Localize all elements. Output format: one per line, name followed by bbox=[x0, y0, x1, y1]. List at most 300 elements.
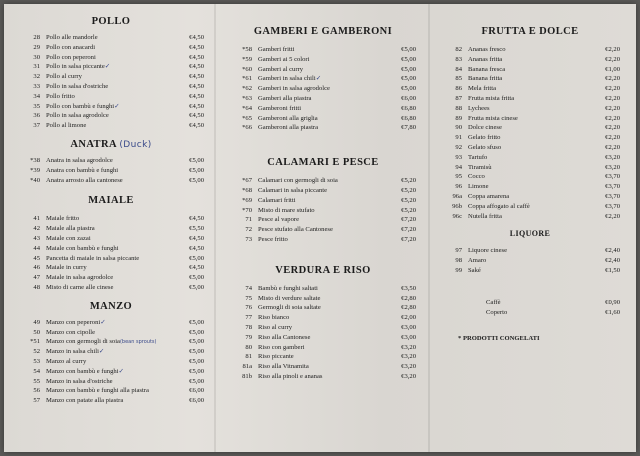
item-number: 53 bbox=[33, 357, 40, 365]
item-number: 71 bbox=[245, 216, 252, 224]
item-number: 34 bbox=[33, 92, 40, 100]
menu-item bbox=[18, 283, 204, 293]
item-name bbox=[258, 114, 388, 124]
menu-item bbox=[440, 246, 620, 256]
item-price: €4,50 bbox=[189, 234, 204, 242]
item-name bbox=[258, 123, 388, 133]
item-number: 79 bbox=[245, 333, 252, 341]
menu-item bbox=[18, 347, 204, 357]
item-price: €2,40 bbox=[605, 257, 620, 265]
item-number: 37 bbox=[33, 122, 40, 130]
item-name bbox=[258, 313, 388, 323]
item-number: 49 bbox=[33, 318, 40, 326]
item-name bbox=[46, 214, 176, 224]
section-title-manzo: MANZO bbox=[89, 300, 133, 312]
menu-item bbox=[18, 111, 204, 121]
item-name-text: Banana fresca bbox=[468, 65, 506, 73]
item-name bbox=[468, 266, 592, 276]
item-price: €5,00 bbox=[189, 357, 204, 365]
menu-item bbox=[440, 212, 620, 222]
section-title-frutta: FRUTTA E DOLCE bbox=[481, 26, 579, 37]
item-price: €2,80 bbox=[401, 294, 416, 302]
item-name bbox=[46, 33, 176, 43]
item-name-text: Gamberi fritti bbox=[258, 46, 295, 53]
item-name bbox=[258, 303, 388, 313]
item-price: €4,50 bbox=[189, 122, 204, 130]
item-number: 50 bbox=[33, 328, 40, 336]
menu-item bbox=[230, 94, 416, 104]
item-name bbox=[46, 102, 176, 112]
item-name-text: Tartufo bbox=[468, 153, 488, 161]
menu-item bbox=[440, 143, 620, 153]
item-number: *38 bbox=[30, 156, 40, 164]
item-number: *61 bbox=[242, 75, 252, 83]
menu-item bbox=[18, 396, 204, 406]
item-number: 85 bbox=[455, 75, 462, 83]
item-number: 31 bbox=[33, 63, 40, 71]
item-number: 93 bbox=[455, 153, 462, 161]
item-price: €2,20 bbox=[605, 134, 620, 142]
item-number: 81 bbox=[245, 353, 252, 361]
item-name-text: Frutta mista fritta bbox=[468, 94, 515, 102]
menu-item bbox=[440, 163, 620, 173]
item-number: 82 bbox=[455, 46, 462, 53]
item-price: €5,00 bbox=[189, 377, 204, 385]
item-name-text: Coppa amarena bbox=[468, 192, 510, 200]
column-right bbox=[440, 26, 620, 342]
menu-item bbox=[230, 65, 416, 75]
item-name bbox=[468, 182, 592, 192]
item-number: 86 bbox=[455, 85, 462, 93]
handwritten-note: (bean sprouts) bbox=[119, 339, 157, 346]
item-price: €4,50 bbox=[189, 215, 204, 223]
item-name bbox=[258, 196, 388, 206]
menu-item bbox=[18, 62, 204, 72]
item-name bbox=[258, 333, 388, 343]
section-title-pollo: POLLO bbox=[91, 16, 131, 27]
item-name bbox=[258, 343, 388, 353]
item-number: 84 bbox=[455, 65, 462, 73]
menu-item bbox=[18, 121, 204, 131]
item-name-text: Manzo al curry bbox=[46, 357, 87, 365]
item-name bbox=[468, 246, 592, 256]
item-price: €3,20 bbox=[605, 163, 620, 171]
menu-item bbox=[18, 328, 204, 338]
item-number: *60 bbox=[242, 65, 252, 73]
item-name-text: Coperto bbox=[486, 308, 508, 316]
item-number: 83 bbox=[455, 55, 462, 63]
item-price: €5,00 bbox=[401, 65, 416, 73]
list-maiale bbox=[18, 214, 204, 292]
item-price: €5,00 bbox=[189, 338, 204, 346]
item-number: 94 bbox=[455, 163, 462, 171]
menu-item bbox=[230, 235, 416, 245]
item-name bbox=[258, 294, 388, 304]
item-name bbox=[46, 72, 176, 82]
column-left bbox=[18, 16, 204, 406]
menu-item bbox=[230, 362, 416, 372]
item-name-text: Gamberoni fritti bbox=[258, 104, 302, 112]
menu-item bbox=[440, 114, 620, 124]
item-name-text: Calamari in salsa piccante bbox=[258, 186, 328, 194]
menu-item bbox=[230, 372, 416, 382]
menu-item bbox=[440, 256, 620, 266]
item-name bbox=[468, 55, 592, 65]
item-price: €5,00 bbox=[189, 254, 204, 262]
item-price: €3,20 bbox=[401, 363, 416, 371]
item-name bbox=[468, 163, 592, 173]
item-name bbox=[46, 283, 176, 293]
item-price: €5,00 bbox=[401, 55, 416, 63]
item-price: €4,50 bbox=[189, 43, 204, 51]
list-manzo bbox=[18, 318, 204, 406]
item-price: €5,00 bbox=[189, 283, 204, 291]
item-name-text: Riso piccante bbox=[258, 353, 294, 361]
item-name bbox=[468, 172, 592, 182]
item-name bbox=[46, 43, 176, 53]
item-name-text: Tiramisù bbox=[468, 163, 492, 171]
menu-item bbox=[18, 386, 204, 396]
item-name bbox=[468, 143, 592, 153]
item-number: 29 bbox=[33, 43, 40, 51]
item-number: 43 bbox=[33, 234, 40, 242]
item-price: €4,50 bbox=[189, 34, 204, 41]
item-name-text: Manzo con germogli di soia bbox=[46, 338, 120, 346]
item-name bbox=[258, 352, 388, 362]
item-price: €4,50 bbox=[189, 244, 204, 252]
item-price: €2,20 bbox=[605, 114, 620, 122]
item-name bbox=[258, 104, 388, 114]
item-name-text: Manzo in salsa d'ostriche bbox=[46, 377, 113, 385]
menu-item bbox=[230, 196, 416, 206]
item-name-text: Banana fritta bbox=[468, 75, 503, 83]
item-name bbox=[468, 123, 592, 133]
menu-item bbox=[18, 367, 204, 377]
item-price: €5,20 bbox=[401, 206, 416, 214]
item-name-text: Anatra con bambù e funghi bbox=[46, 166, 119, 174]
item-name-text: Coppa affogato al caffè bbox=[468, 202, 530, 210]
item-name-text: Manzo con bambù e funghi bbox=[46, 367, 119, 375]
item-name-text: Misto di carne alle cinese bbox=[46, 283, 114, 291]
item-name bbox=[468, 212, 592, 222]
handwritten-check-icon: ✓ bbox=[104, 62, 111, 71]
menu-item bbox=[440, 266, 620, 276]
item-number: *70 bbox=[242, 206, 252, 214]
item-price: €7,20 bbox=[401, 226, 416, 234]
item-name bbox=[468, 256, 592, 266]
list-anatra bbox=[18, 156, 204, 185]
item-name-text: Maiale con bambù e funghi bbox=[46, 244, 119, 252]
item-name-text: Maiale fritto bbox=[46, 215, 80, 223]
item-number: 56 bbox=[33, 387, 40, 395]
item-number: 95 bbox=[455, 173, 462, 181]
item-number: *65 bbox=[242, 114, 252, 122]
item-name bbox=[46, 92, 176, 102]
item-name bbox=[258, 215, 388, 225]
item-price: €2,20 bbox=[605, 55, 620, 63]
item-name bbox=[258, 45, 388, 55]
item-name-text: Gamberi ai 5 colori bbox=[258, 55, 310, 63]
item-name bbox=[468, 65, 592, 75]
item-price: €5,00 bbox=[189, 156, 204, 164]
item-price: €2,20 bbox=[605, 85, 620, 93]
menu-item bbox=[18, 156, 204, 166]
item-name-text: Pollo con bambù e funghi bbox=[46, 102, 115, 110]
item-number: 76 bbox=[245, 304, 252, 312]
menu-item bbox=[18, 72, 204, 82]
item-number: *40 bbox=[30, 176, 40, 184]
item-name-text: Bambù e funghi saltati bbox=[258, 284, 318, 292]
item-number: 96b bbox=[452, 202, 462, 210]
item-name-text: Maiale in salsa agrodolce bbox=[46, 274, 114, 282]
item-price: €4,50 bbox=[189, 92, 204, 100]
item-price: €3,20 bbox=[401, 372, 416, 380]
item-number: 78 bbox=[245, 323, 252, 331]
item-name-text: Liquore cinese bbox=[468, 247, 507, 255]
section-title-verdura: VERDURA E RISO bbox=[275, 264, 371, 276]
item-name-text: Gamberi in salsa chili bbox=[258, 75, 316, 83]
item-name-text: Caffè bbox=[486, 298, 501, 306]
item-price: €4,50 bbox=[189, 112, 204, 120]
item-name-text: Maiale con zazai bbox=[46, 234, 91, 242]
menu-item bbox=[230, 123, 416, 133]
menu-item bbox=[230, 114, 416, 124]
item-price: €2,80 bbox=[401, 304, 416, 312]
item-number: *64 bbox=[242, 104, 252, 112]
item-price: €2,40 bbox=[605, 247, 620, 255]
item-price: €2,20 bbox=[605, 94, 620, 102]
item-number: *67 bbox=[242, 177, 252, 185]
item-name bbox=[468, 45, 592, 55]
item-name-text: Gelato fritto bbox=[468, 134, 501, 142]
item-price: €5,20 bbox=[401, 196, 416, 204]
item-name bbox=[46, 377, 176, 387]
handwritten-check-icon: ✓ bbox=[315, 74, 322, 83]
menu-item bbox=[18, 43, 204, 53]
menu-item bbox=[230, 176, 416, 186]
item-name bbox=[46, 82, 176, 92]
item-name-text: Pollo in salsa agrodolce bbox=[46, 112, 109, 120]
menu-item bbox=[18, 273, 204, 283]
item-name-text: Pollo in salsa d'ostriche bbox=[46, 82, 109, 90]
item-name bbox=[46, 367, 176, 377]
item-number: *59 bbox=[242, 55, 252, 63]
item-price: €5,00 bbox=[189, 318, 204, 326]
item-name-text: Pollo con peperoni bbox=[46, 53, 96, 61]
handwritten-check-icon: ✓ bbox=[98, 347, 105, 356]
item-price: €5,00 bbox=[189, 176, 204, 184]
item-name bbox=[258, 235, 388, 245]
menu-item bbox=[18, 176, 204, 186]
item-number: 41 bbox=[33, 215, 40, 223]
item-price: €1,60 bbox=[605, 308, 620, 316]
item-name-text: Mela fritta bbox=[468, 85, 497, 93]
item-name-text: Saké bbox=[468, 266, 481, 274]
item-price: €3,70 bbox=[605, 192, 620, 200]
item-number: 77 bbox=[245, 314, 252, 322]
item-name bbox=[46, 396, 176, 406]
item-number: 75 bbox=[245, 294, 252, 302]
item-price: €3,20 bbox=[605, 153, 620, 161]
item-number: *51 bbox=[30, 338, 40, 346]
item-name bbox=[46, 224, 176, 234]
item-number: 54 bbox=[33, 367, 40, 375]
list-frutta bbox=[440, 45, 620, 221]
menu-item bbox=[230, 352, 416, 362]
item-price: €6,80 bbox=[401, 114, 416, 122]
item-name-text: Riso al curry bbox=[258, 323, 293, 331]
item-number: *63 bbox=[242, 94, 252, 102]
item-name-text: Misto di mare stufato bbox=[258, 206, 315, 214]
item-number: 47 bbox=[33, 274, 40, 282]
item-price: €2,20 bbox=[605, 46, 620, 53]
item-name bbox=[486, 298, 592, 308]
paper-fold bbox=[428, 4, 430, 452]
item-number: 46 bbox=[33, 264, 40, 272]
item-name-text: Riso bianco bbox=[258, 314, 290, 322]
section-title-gamberi: GAMBERI E GAMBERONI bbox=[253, 26, 393, 37]
item-name bbox=[258, 284, 388, 294]
item-name bbox=[46, 62, 176, 72]
item-number: 98 bbox=[455, 257, 462, 265]
item-name bbox=[46, 386, 176, 396]
item-name-text: Anatra in salsa agrodolce bbox=[46, 156, 113, 164]
item-price: €3,20 bbox=[401, 343, 416, 351]
item-price: €5,50 bbox=[189, 225, 204, 233]
item-number: *66 bbox=[242, 124, 252, 132]
menu-item bbox=[230, 323, 416, 333]
menu-item bbox=[18, 254, 204, 264]
menu-item bbox=[440, 153, 620, 163]
menu-item bbox=[440, 133, 620, 143]
item-name-text: Gamberi al curry bbox=[258, 65, 304, 73]
menu-item bbox=[18, 53, 204, 63]
item-name bbox=[258, 206, 388, 216]
item-name-text: Riso alla pinoli e ananas bbox=[258, 372, 323, 380]
item-name-text: Manzo con peperoni bbox=[46, 318, 101, 326]
item-name-text: Pesce al vapore bbox=[258, 216, 300, 224]
item-name bbox=[468, 153, 592, 163]
menu-item bbox=[230, 303, 416, 313]
item-name bbox=[46, 347, 176, 357]
item-price: €6,00 bbox=[401, 94, 416, 102]
item-number: 92 bbox=[455, 143, 462, 151]
item-number: 89 bbox=[455, 114, 462, 122]
menu-item bbox=[230, 313, 416, 323]
item-name bbox=[258, 94, 388, 104]
item-name bbox=[46, 156, 176, 166]
item-name-text: Pollo alle mandorle bbox=[46, 34, 98, 41]
item-price: €5,00 bbox=[189, 328, 204, 336]
paper-fold bbox=[214, 4, 216, 452]
section-title-liquore: LIQUORE bbox=[509, 229, 551, 239]
item-number: 72 bbox=[245, 226, 252, 234]
item-name-text: Gamberoni alla piastra bbox=[258, 124, 319, 132]
menu-item bbox=[440, 202, 620, 212]
item-name-text: Pollo fritto bbox=[46, 92, 75, 100]
item-price: €2,20 bbox=[605, 212, 620, 220]
item-name bbox=[258, 176, 388, 186]
item-name-text: Limone bbox=[468, 183, 489, 191]
item-number: 44 bbox=[33, 244, 40, 252]
menu-item bbox=[18, 337, 204, 347]
item-name bbox=[46, 166, 176, 176]
item-name bbox=[258, 84, 388, 94]
item-name bbox=[258, 323, 388, 333]
list-gamberi bbox=[230, 45, 416, 133]
item-price: €6,80 bbox=[401, 104, 416, 112]
menu-item bbox=[230, 45, 416, 55]
item-name bbox=[468, 192, 592, 202]
item-number: 33 bbox=[33, 82, 40, 90]
handwritten-check-icon: ✓ bbox=[114, 101, 120, 110]
section-title-calamari: CALAMARI E PESCE bbox=[267, 157, 379, 169]
item-name bbox=[46, 263, 176, 273]
menu-item bbox=[440, 123, 620, 133]
item-price: €4,50 bbox=[189, 73, 204, 81]
item-name bbox=[46, 254, 176, 264]
item-name-text: Anatra arrosto alla cantonese bbox=[46, 176, 123, 184]
item-price: €3,70 bbox=[605, 173, 620, 181]
menu-item bbox=[440, 172, 620, 182]
handwritten-note: (Duck) bbox=[119, 139, 152, 150]
menu-item bbox=[18, 92, 204, 102]
menu-item bbox=[230, 215, 416, 225]
menu-item bbox=[440, 84, 620, 94]
item-price: €5,20 bbox=[401, 177, 416, 185]
handwritten-check-icon: ✓ bbox=[100, 317, 106, 326]
list-pollo bbox=[18, 33, 204, 131]
menu-item bbox=[18, 263, 204, 273]
item-name bbox=[468, 114, 592, 124]
menu-item bbox=[440, 45, 620, 55]
item-name bbox=[258, 225, 388, 235]
list-extra bbox=[440, 298, 620, 318]
item-number: 57 bbox=[33, 397, 40, 405]
item-price: €5,00 bbox=[401, 46, 416, 53]
item-number: *58 bbox=[242, 46, 252, 53]
item-price: €7,20 bbox=[401, 235, 416, 243]
item-name-text: Pollo al curry bbox=[46, 73, 82, 81]
item-number: 52 bbox=[33, 348, 40, 356]
item-name-text: Germogli di soia saltate bbox=[258, 304, 321, 312]
item-name bbox=[46, 176, 176, 186]
item-name-text: Dolce cinese bbox=[468, 124, 502, 132]
item-price: €2,00 bbox=[401, 314, 416, 322]
item-price: €4,50 bbox=[189, 82, 204, 90]
item-name-text: Gelato sfuso bbox=[468, 143, 502, 151]
item-name-text: Pollo in salsa piccante bbox=[46, 63, 105, 71]
item-price: €2,20 bbox=[605, 75, 620, 83]
item-name bbox=[468, 84, 592, 94]
menu-item bbox=[230, 206, 416, 216]
item-name bbox=[46, 121, 176, 131]
item-name bbox=[468, 104, 592, 114]
menu-item bbox=[440, 94, 620, 104]
item-name-text: Maiale alla piastra bbox=[46, 225, 95, 233]
item-name-text: Pesce stufato alla Cantonese bbox=[258, 226, 333, 234]
menu-item bbox=[18, 377, 204, 387]
item-number: 99 bbox=[455, 266, 462, 274]
handwritten-check-icon: ✓ bbox=[118, 366, 125, 375]
menu-item bbox=[18, 166, 204, 176]
item-name-text: Riso con gamberi bbox=[258, 343, 305, 351]
item-price: €4,50 bbox=[189, 102, 204, 110]
menu-item bbox=[458, 308, 620, 318]
menu-item bbox=[18, 357, 204, 367]
item-name bbox=[258, 74, 388, 84]
column-middle bbox=[230, 26, 416, 382]
